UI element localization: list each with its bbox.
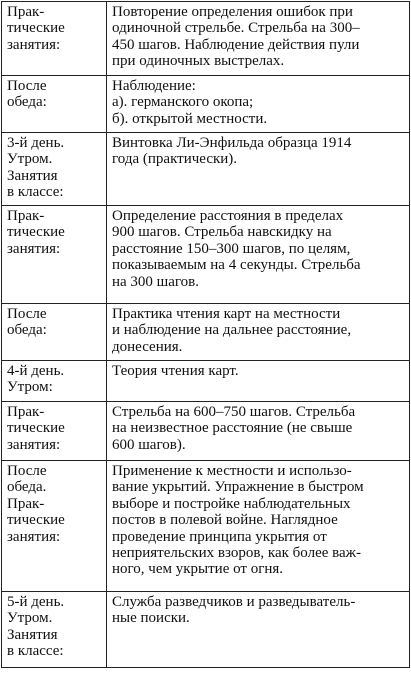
time-cell: Прак- тические занятия: xyxy=(2,402,107,461)
time-cell: После обеда: xyxy=(2,76,107,133)
time-cell: После обеда. Прак- тические занятия: xyxy=(2,461,107,592)
table-row xyxy=(2,2,410,76)
table-row xyxy=(2,206,410,304)
activity-cell: Стрельба на 600–750 шагов. Стрельба на неизвестное расстояние (не свыше 600 шагов). xyxy=(107,402,410,461)
time-cell: 4-й день. Утром: xyxy=(2,361,107,402)
activity-cell: Служба разведчиков и разведыватель- ные поиски. xyxy=(107,592,410,668)
training-schedule-table xyxy=(1,1,410,668)
time-cell: 3-й день. Утром. Занятия в классе: xyxy=(2,133,107,206)
activity-cell: Теория чтения карт. xyxy=(107,361,410,402)
table-row xyxy=(2,76,410,133)
time-cell: Прак- тические занятия: xyxy=(2,206,107,304)
activity-cell: Применение к местности и использо- вание укрытий. Упражнение в быстром выборе и постройке наблюдательных постов в полевой войне. Наглядное проведение принципа укрытия от неприятельских взоров, как более важ- ного, чем укрытие от огня. xyxy=(107,461,410,592)
table-row xyxy=(2,461,410,592)
table-row xyxy=(2,133,410,206)
activity-cell: Наблюдение: а). германского окопа; б). открытой местности. xyxy=(107,76,410,133)
table-row xyxy=(2,304,410,361)
table-row xyxy=(2,361,410,402)
time-cell: 5-й день. Утром. Занятия в классе: xyxy=(2,592,107,668)
activity-cell: Определение расстояния в пределах 900 шагов. Стрельба навскидку на расстояние 150–300 шагов, по целям, показываемым на 4 секунды. Стрельба на 300 шагов. xyxy=(107,206,410,304)
table-row xyxy=(2,592,410,668)
table-row xyxy=(2,402,410,461)
activity-cell: Практика чтения карт на местности и наблюдение на дальнее расстояние, донесения. xyxy=(107,304,410,361)
activity-cell: Винтовка Ли-Энфильда образца 1914 года (практически). xyxy=(107,133,410,206)
time-cell: После обеда: xyxy=(2,304,107,361)
activity-cell: Повторение определения ошибок при одиночной стрельбе. Стрельба на 300– 450 шагов. Наблюдение действия пули при одиночных выстрелах. xyxy=(107,2,410,76)
time-cell: Прак- тические занятия: xyxy=(2,2,107,76)
